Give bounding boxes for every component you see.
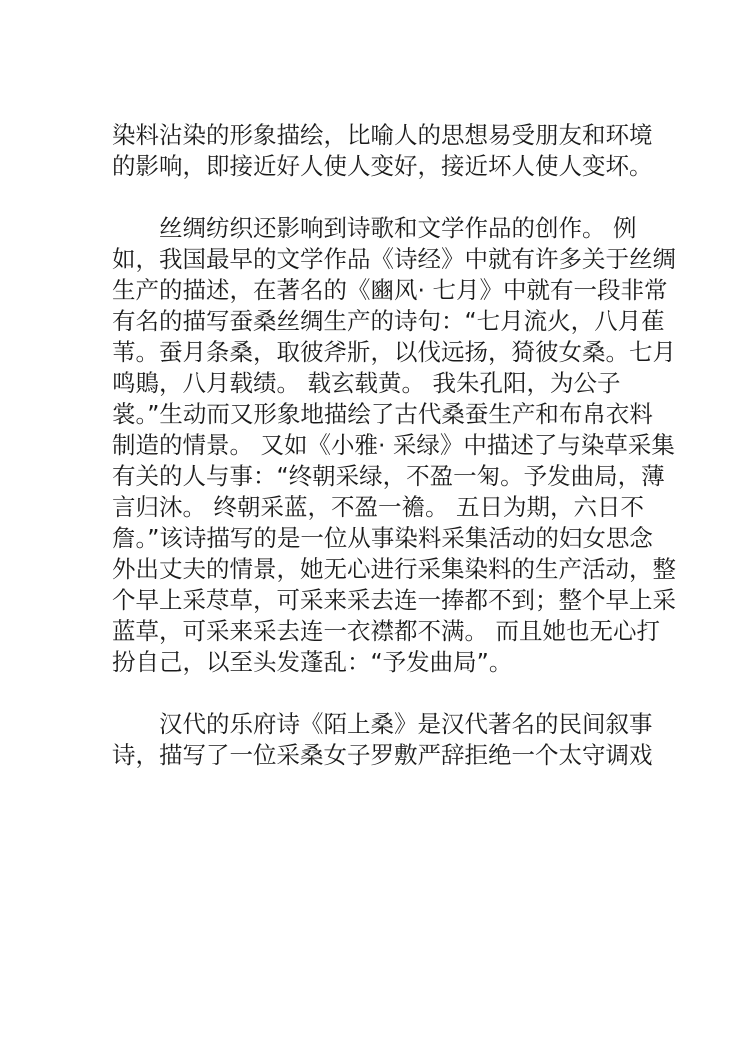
paragraph <box>112 120 653 182</box>
text-line: 詹。”该诗描写的是一位从事染料采集活动的妇女思念 <box>112 524 653 552</box>
text-line: 扮自己，以至头发蓬乱：“予发曲局”。 <box>112 648 513 676</box>
text-line: 丝绸纺织还影响到诗歌和文学作品的创作。 例 <box>159 214 637 242</box>
paragraph <box>112 213 676 678</box>
text-line: 言归沐。 终朝采蓝，不盈一襜。 五日为期，六日不 <box>112 493 644 521</box>
text-line: 制造的情景。 又如《小雅· 采绿》中描述了与染草采集 <box>112 431 675 459</box>
text-line: 如，我国最早的文学作品《诗经》中就有许多关于丝绸 <box>112 245 676 273</box>
text-line: 苇。蚕月条桑，取彼斧斨，以伐远扬，猗彼女桑。七月 <box>112 338 676 366</box>
paragraph-gap <box>112 182 632 213</box>
text-line: 有名的描写蚕桑丝绸生产的诗句：“七月流火，八月萑 <box>112 307 665 335</box>
body-text <box>112 120 676 771</box>
paragraph-gap <box>112 678 632 709</box>
text-line: 个早上采荩草，可采来采去连一捧都不到；整个早上采 <box>112 586 676 614</box>
text-line: 蓝草，可采来采去连一衣襟都不满。 而且她也无心打 <box>112 617 660 645</box>
text-line: 汉代的乐府诗《陌上桑》是汉代著名的民间叙事 <box>159 710 653 738</box>
text-line: 染料沾染的形象描绘，比喻人的思想易受朋友和环境 <box>112 121 653 149</box>
text-line: 的影响，即接近好人使人变好，接近坏人使人变坏。 <box>112 152 653 180</box>
text-line: 裳。”生动而又形象地描绘了古代桑蚕生产和布帛衣料 <box>112 400 653 428</box>
text-line: 外出丈夫的情景，她无心进行采集染料的生产活动，整 <box>112 555 676 583</box>
paragraph <box>112 709 653 771</box>
text-line: 诗，描写了一位采桑女子罗敷严辞拒绝一个太守调戏 <box>112 741 653 769</box>
text-line: 生产的描述，在著名的《豳风· 七月》中就有一段非常 <box>112 276 668 304</box>
text-line: 有关的人与事：“终朝采绿，不盈一匊。予发曲局，薄 <box>112 462 665 490</box>
text-line: 鸣鵙，八月载绩。 载玄载黄。 我朱孔阳，为公子 <box>112 369 621 397</box>
